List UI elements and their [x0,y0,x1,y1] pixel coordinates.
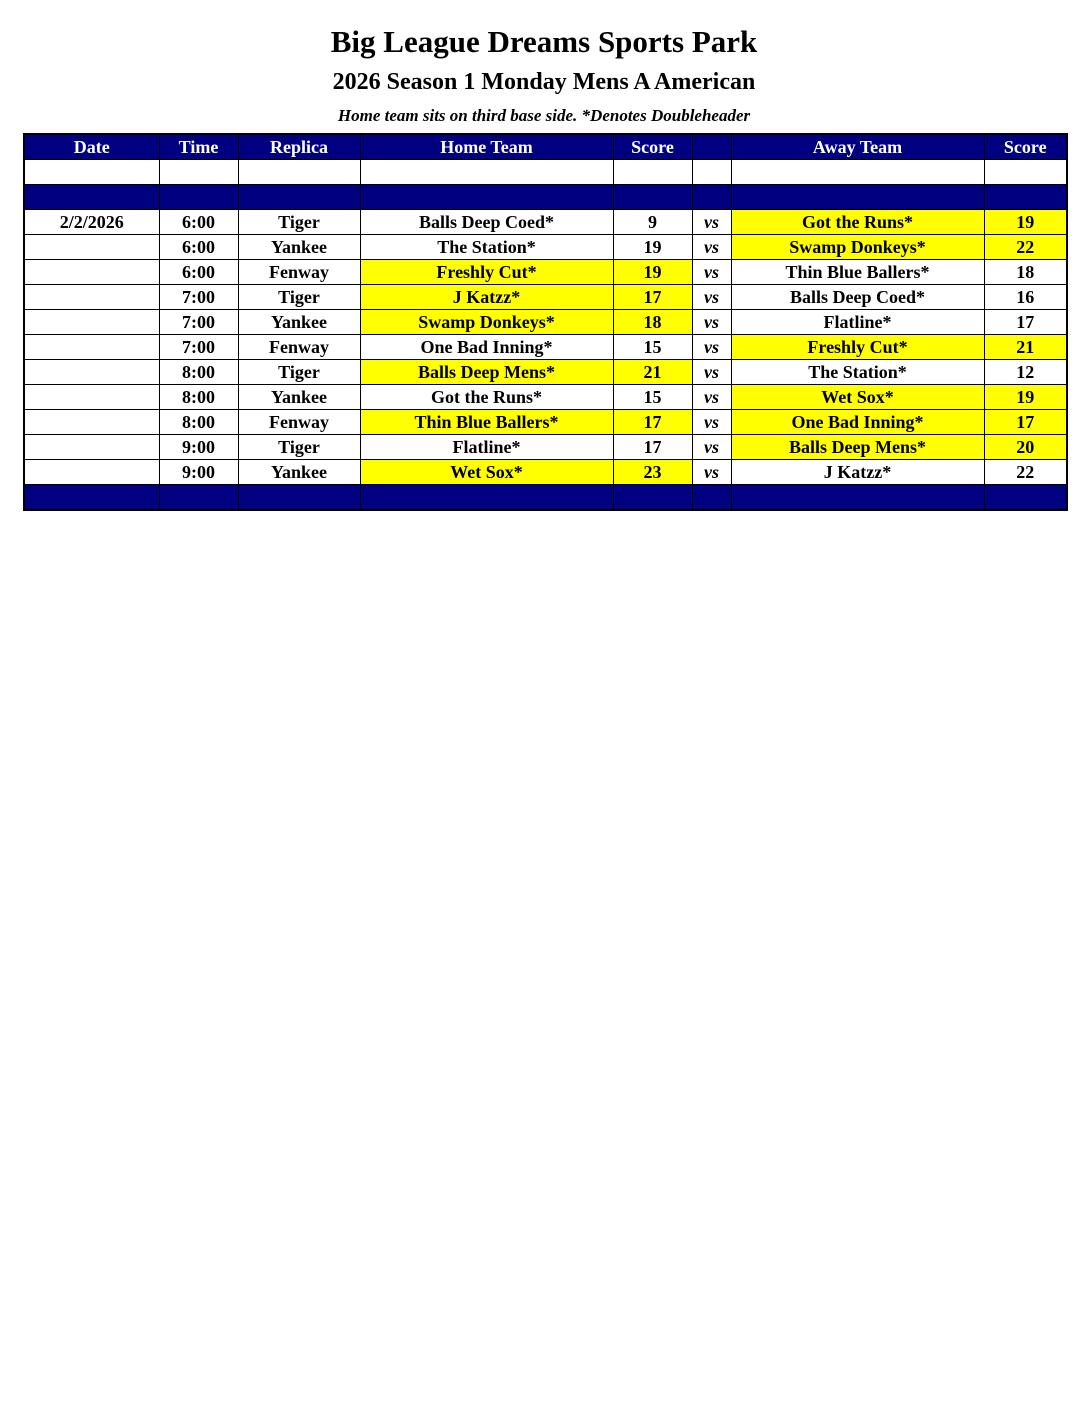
time-cell: 7:00 [159,310,238,335]
time-cell: 6:00 [159,235,238,260]
away-score-cell: 12 [984,360,1067,385]
date-cell [24,310,159,335]
vs-cell: vs [692,310,731,335]
schedule-table [23,133,1068,511]
vs-cell: vs [692,385,731,410]
away-team-cell: Swamp Donkeys* [731,235,984,260]
table-row [24,235,1067,260]
home-team-cell: Wet Sox* [360,460,613,485]
vs-cell: vs [692,235,731,260]
table-row [24,310,1067,335]
replica-cell: Yankee [238,310,360,335]
replica-cell: Yankee [238,460,360,485]
away-team-cell: Balls Deep Coed* [731,285,984,310]
away-score-cell: 18 [984,260,1067,285]
away-team-cell: Flatline* [731,310,984,335]
time-cell: 8:00 [159,410,238,435]
replica-cell: Tiger [238,360,360,385]
home-team-cell: J Katzz* [360,285,613,310]
replica-cell: Tiger [238,435,360,460]
vs-cell: vs [692,285,731,310]
replica-cell: Yankee [238,385,360,410]
date-cell [24,335,159,360]
table-row [24,285,1067,310]
away-team-cell: Thin Blue Ballers* [731,260,984,285]
home-team-cell: Thin Blue Ballers* [360,410,613,435]
time-cell: 6:00 [159,260,238,285]
separator-band-row [24,185,1067,210]
date-cell [24,460,159,485]
replica-cell: Fenway [238,260,360,285]
schedule-note: Home team sits on third base side. *Denotes Doubleheader [337,106,751,125]
home-score-cell: 19 [613,260,692,285]
home-score-cell: 17 [613,410,692,435]
home-team-cell: One Bad Inning* [360,335,613,360]
table-row [24,460,1067,485]
date-cell [24,260,159,285]
vs-cell: vs [692,335,731,360]
time-cell: 7:00 [159,335,238,360]
away-score-cell: 16 [984,285,1067,310]
column-header-date: Date [24,134,159,160]
column-header-away-score: Score [984,134,1067,160]
table-row [24,410,1067,435]
away-score-cell: 19 [984,210,1067,235]
home-team-cell: Flatline* [360,435,613,460]
away-score-cell: 21 [984,335,1067,360]
date-cell [24,235,159,260]
footer-band-row [24,485,1067,511]
home-score-cell: 18 [613,310,692,335]
table-row [24,360,1067,385]
time-cell: 9:00 [159,460,238,485]
away-team-cell: One Bad Inning* [731,410,984,435]
column-header-home-team: Home Team [360,134,613,160]
home-team-cell: Balls Deep Coed* [360,210,613,235]
home-score-cell: 17 [613,285,692,310]
column-header-home-score: Score [613,134,692,160]
table-header-row [24,134,1067,160]
away-score-cell: 17 [984,410,1067,435]
replica-cell: Tiger [238,210,360,235]
schedule-body [24,160,1067,485]
date-cell [24,435,159,460]
vs-cell: vs [692,460,731,485]
date-cell [24,385,159,410]
away-score-cell: 19 [984,385,1067,410]
time-cell: 8:00 [159,385,238,410]
away-score-cell: 22 [984,460,1067,485]
time-cell: 9:00 [159,435,238,460]
away-team-cell: Freshly Cut* [731,335,984,360]
date-cell [24,410,159,435]
time-cell: 7:00 [159,285,238,310]
vs-cell: vs [692,260,731,285]
home-team-cell: The Station* [360,235,613,260]
home-team-cell: Freshly Cut* [360,260,613,285]
column-header-away-team: Away Team [731,134,984,160]
away-team-cell: Balls Deep Mens* [731,435,984,460]
home-team-cell: Swamp Donkeys* [360,310,613,335]
date-cell [24,285,159,310]
replica-cell: Tiger [238,285,360,310]
home-score-cell: 19 [613,235,692,260]
date-cell [24,360,159,385]
column-header-time: Time [159,134,238,160]
vs-cell: vs [692,410,731,435]
column-header-vs [692,134,731,160]
replica-cell: Yankee [238,235,360,260]
replica-cell: Fenway [238,410,360,435]
home-team-cell: Got the Runs* [360,385,613,410]
schedule-footer [24,485,1067,511]
replica-cell: Fenway [238,335,360,360]
home-score-cell: 15 [613,385,692,410]
away-team-cell: Got the Runs* [731,210,984,235]
table-row [24,335,1067,360]
home-score-cell: 9 [613,210,692,235]
home-score-cell: 15 [613,335,692,360]
vs-cell: vs [692,210,731,235]
home-score-cell: 23 [613,460,692,485]
home-score-cell: 17 [613,435,692,460]
vs-cell: vs [692,435,731,460]
home-team-cell: Balls Deep Mens* [360,360,613,385]
table-row [24,260,1067,285]
home-score-cell: 21 [613,360,692,385]
page-title: Big League Dreams Sports Park [330,24,758,59]
time-cell: 8:00 [159,360,238,385]
away-score-cell: 22 [984,235,1067,260]
away-team-cell: Wet Sox* [731,385,984,410]
away-score-cell: 20 [984,435,1067,460]
column-header-replica: Replica [238,134,360,160]
vs-cell: vs [692,360,731,385]
away-team-cell: J Katzz* [731,460,984,485]
away-team-cell: The Station* [731,360,984,385]
table-row [24,210,1067,235]
table-row [24,385,1067,410]
table-row [24,435,1067,460]
away-score-cell: 17 [984,310,1067,335]
blank-row [24,160,1067,185]
date-cell: 2/2/2026 [24,210,159,235]
time-cell: 6:00 [159,210,238,235]
page-subtitle: 2026 Season 1 Monday Mens A American [332,69,756,95]
